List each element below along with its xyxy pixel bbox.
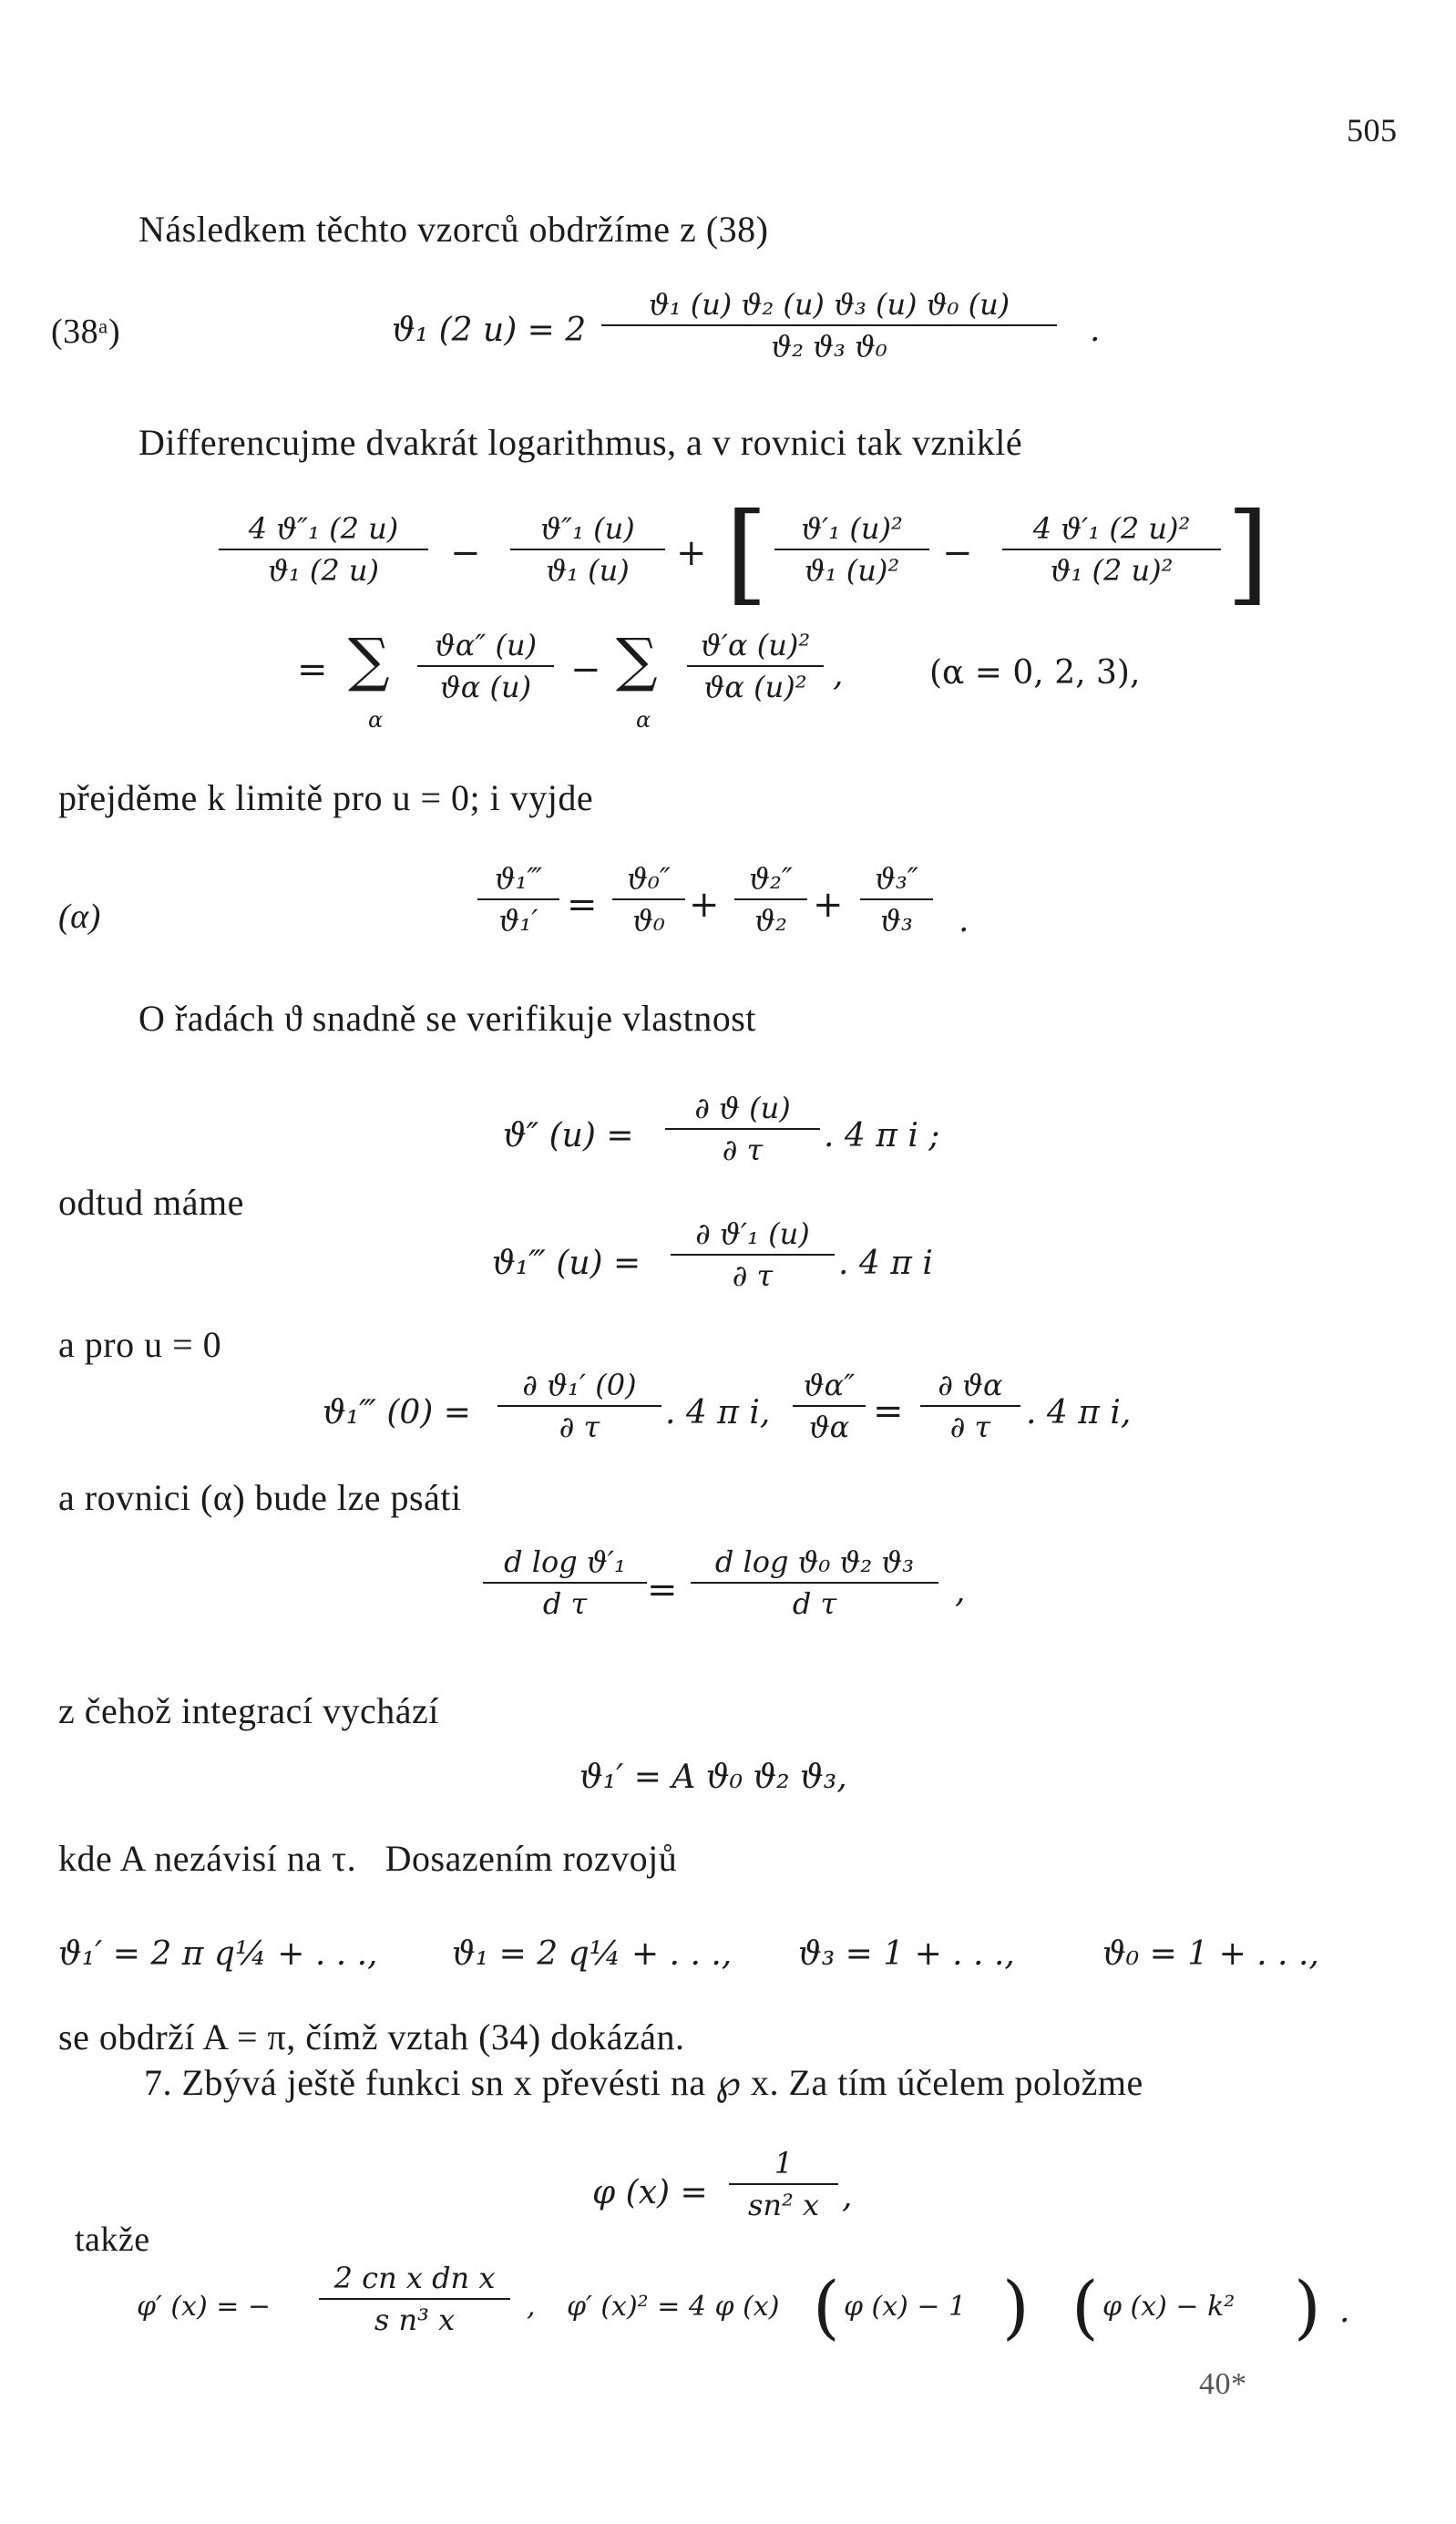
denominator: ϑ₂ ϑ₃ ϑ₀ xyxy=(771,329,887,364)
fraction-bar xyxy=(497,1405,661,1407)
fraction-bar xyxy=(477,898,559,900)
equation-rhs: φ′ (x)² = 4 φ (x) xyxy=(567,2291,780,2323)
numerator: ϑ′₁ (u)² xyxy=(801,511,903,546)
equation-tail: . 4 π i xyxy=(838,1245,933,1282)
fraction-bar xyxy=(510,549,665,550)
fraction xyxy=(860,860,933,939)
denominator: ϑ₀ xyxy=(632,903,665,938)
equation-integral: ϑ₁′ = A ϑ₀ ϑ₂ ϑ₃, xyxy=(579,1759,847,1796)
fraction xyxy=(671,1216,835,1294)
denominator: s n³ x xyxy=(374,2303,456,2337)
fraction-bar xyxy=(793,1405,866,1407)
fraction xyxy=(734,860,807,939)
page-number: 505 xyxy=(1347,112,1398,149)
fraction xyxy=(601,286,1057,364)
fraction xyxy=(1002,510,1221,589)
equation-lhs: φ (x) = xyxy=(592,2174,708,2211)
fraction-bar xyxy=(1002,549,1221,550)
summation-index: α xyxy=(636,707,651,733)
numerator: ∂ ϑ′₁ (u) xyxy=(695,1216,810,1251)
numerator: ∂ ϑα xyxy=(938,1368,1003,1402)
comma: , xyxy=(833,656,844,693)
paragraph-differencujme: Differencujme dvakrát logarithmus, a v rovnici tak vzniklé xyxy=(138,422,1023,463)
fraction xyxy=(612,860,685,939)
intro-line: Následkem těchto vzorců obdržíme z (38) xyxy=(138,209,769,250)
plus-sign: + xyxy=(813,884,844,926)
equation-tail: . 4 π i, xyxy=(1026,1394,1132,1431)
equation-label: (38ᵃ) xyxy=(51,313,121,351)
fraction xyxy=(497,1367,661,1445)
equation-tail: , xyxy=(842,2178,853,2215)
equation-label: (α) xyxy=(58,898,101,936)
equation-tail: . xyxy=(1339,2293,1350,2330)
equation-lhs: ϑ₁ (2 u) = 2 xyxy=(392,312,587,349)
right-bracket: ] xyxy=(1226,490,1269,617)
numerator: ϑ₃″ xyxy=(875,861,918,896)
fraction xyxy=(729,2145,838,2223)
numerator: ϑα″ xyxy=(803,1368,856,1402)
factor-1: φ (x) − 1 xyxy=(844,2291,967,2323)
summation-index: α xyxy=(368,707,384,733)
denominator: ϑα (u)² xyxy=(703,670,807,704)
denominator: d τ xyxy=(792,1586,837,1621)
denominator: ϑα (u) xyxy=(439,670,532,704)
factor-2: φ (x) − k² xyxy=(1102,2291,1236,2323)
paragraph-apro: a pro u = 0 xyxy=(58,1324,222,1365)
fraction xyxy=(920,1367,1020,1445)
numerator: ϑ₁ (u) ϑ₂ (u) ϑ₃ (u) ϑ₀ (u) xyxy=(648,287,1010,322)
numerator: ∂ ϑ₁′ (0) xyxy=(522,1368,637,1402)
fraction xyxy=(483,1544,647,1622)
plus-sign: + xyxy=(676,532,707,574)
fraction-bar xyxy=(612,898,685,900)
fraction-bar xyxy=(734,898,807,900)
paragraph-verify: O řadách ϑ snadně se verifikuje vlastnost xyxy=(138,998,756,1039)
minus-sign: − xyxy=(450,532,481,574)
equals-sign: = xyxy=(297,649,328,691)
plus-sign: + xyxy=(689,884,720,926)
fraction-bar xyxy=(687,665,824,667)
comma: , xyxy=(527,2291,536,2323)
minus-sign: − xyxy=(942,532,973,574)
denominator: ϑ₁ (2 u) xyxy=(268,553,379,588)
paragraph-section-7: 7. Zbývá ještě funkci sn x převésti na ℘ x. Za tím účelem položme xyxy=(144,2062,1143,2103)
fraction-bar xyxy=(601,324,1057,326)
fraction xyxy=(477,860,559,939)
fraction-bar xyxy=(691,1582,938,1584)
fraction-bar xyxy=(671,1254,835,1256)
numerator: 1 xyxy=(774,2146,794,2180)
paragraph-takze: takže xyxy=(75,2221,150,2259)
fraction xyxy=(687,627,824,705)
denominator: ϑ₁ (u)² xyxy=(804,553,900,588)
equation-lhs: ϑ₁‴ (0) = xyxy=(323,1394,471,1431)
equation-mid: . 4 π i, xyxy=(665,1394,771,1431)
fraction-bar xyxy=(319,2298,510,2300)
paragraph-kde: kde A nezávisí na τ. Dosazením rozvojů xyxy=(58,1838,678,1879)
numerator: ϑ₁‴ xyxy=(494,861,543,896)
denominator: ϑ₁′ xyxy=(498,903,538,938)
equals-sign: = xyxy=(567,884,598,926)
equation-lhs: ϑ″ (u) = xyxy=(503,1117,634,1154)
fraction-bar xyxy=(860,898,933,900)
fraction-bar xyxy=(774,549,929,550)
denominator: sn² x xyxy=(747,2188,820,2222)
numerator: 4 ϑ″₁ (2 u) xyxy=(248,511,399,546)
denominator: ∂ τ xyxy=(949,1410,991,1444)
numerator: ϑ₀″ xyxy=(627,861,671,896)
numerator: ϑ′α (u)² xyxy=(700,628,811,662)
equals-sign: = xyxy=(647,1569,678,1611)
fraction xyxy=(774,510,929,589)
expansion-theta3: ϑ₃ = 1 + . . ., xyxy=(798,1935,1015,1973)
fraction-bar xyxy=(665,1128,820,1130)
numerator: ϑα″ (u) xyxy=(434,628,538,662)
equation-lhs: φ′ (x) = − xyxy=(137,2291,272,2323)
denominator: d τ xyxy=(542,1586,588,1621)
denominator: ϑ₃ xyxy=(880,903,913,938)
numerator: 2 cn x dn x xyxy=(333,2261,496,2295)
denominator: ϑα xyxy=(808,1410,850,1444)
numerator: ϑ″₁ (u) xyxy=(540,511,635,546)
expansion-theta1-prime: ϑ₁′ = 2 π q¼ + . . ., xyxy=(58,1935,378,1973)
equation-tail: . 4 π i ; xyxy=(824,1117,940,1154)
paragraph-limit: přejděme k limitě pro u = 0; i vyjde xyxy=(58,777,594,818)
fraction xyxy=(691,1544,938,1622)
right-paren: ) xyxy=(1294,2266,1321,2347)
numerator: d log ϑ′₁ xyxy=(504,1544,626,1579)
fraction-bar xyxy=(417,665,554,667)
fraction-bar xyxy=(920,1405,1020,1407)
summation-sign: ∑ xyxy=(348,627,390,694)
denominator: ϑ₂ xyxy=(754,903,787,938)
minus-sign: − xyxy=(570,649,601,691)
fraction-bar xyxy=(483,1582,647,1584)
left-paren: ( xyxy=(813,2266,840,2347)
left-bracket: [ xyxy=(725,490,768,617)
paragraph-obdrzi: se obdrží A = π, čímž vztah (34) dokázán. xyxy=(58,2016,685,2057)
signature-mark: 40* xyxy=(1199,2367,1247,2401)
numerator: 4 ϑ′₁ (2 u)² xyxy=(1032,511,1191,546)
fraction-bar xyxy=(219,549,428,550)
denominator: ∂ τ xyxy=(722,1133,764,1167)
left-paren: ( xyxy=(1071,2266,1099,2347)
index-condition: (α = 0, 2, 3), xyxy=(929,654,1141,692)
fraction xyxy=(510,510,665,589)
denominator: ϑ₁ (2 u)² xyxy=(1050,553,1174,588)
expansion-theta1: ϑ₁ = 2 q¼ + . . ., xyxy=(452,1935,733,1973)
numerator: ϑ₂″ xyxy=(749,861,793,896)
expansion-theta0: ϑ₀ = 1 + . . ., xyxy=(1102,1935,1319,1973)
equals-sign: = xyxy=(873,1390,904,1432)
denominator: ∂ τ xyxy=(559,1410,600,1444)
fraction xyxy=(319,2260,510,2338)
fraction-bar xyxy=(729,2183,838,2185)
fraction xyxy=(793,1367,866,1445)
summation-sign: ∑ xyxy=(616,627,658,694)
denominator: ∂ τ xyxy=(732,1258,774,1293)
numerator: ∂ ϑ (u) xyxy=(694,1091,791,1125)
fraction xyxy=(665,1090,820,1168)
right-paren: ) xyxy=(1002,2266,1030,2347)
equation-tail: . xyxy=(959,902,969,939)
equation-tail: , xyxy=(955,1573,966,1610)
paragraph-integrace: z čehož integrací vychází xyxy=(58,1690,439,1731)
numerator: d log ϑ₀ ϑ₂ ϑ₃ xyxy=(714,1544,915,1579)
paragraph-odtud: odtud máme xyxy=(58,1182,244,1223)
fraction xyxy=(219,510,428,589)
equation-lhs: ϑ₁‴ (u) = xyxy=(492,1245,641,1282)
fraction xyxy=(417,627,554,705)
denominator: ϑ₁ (u) xyxy=(546,553,630,588)
paragraph-rovnici: a rovnici (α) bude lze psáti xyxy=(58,1477,462,1518)
equation-tail: . xyxy=(1090,312,1101,349)
